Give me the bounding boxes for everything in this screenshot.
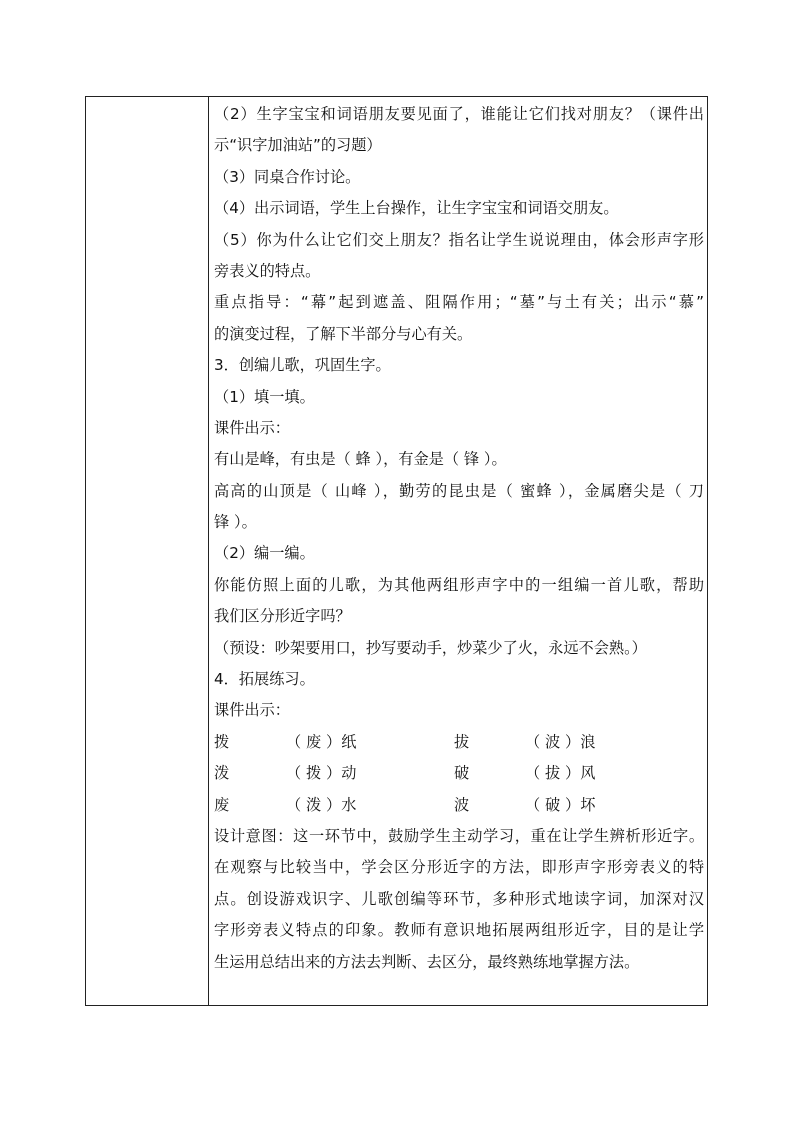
design-intent-line: 字形旁表义特点的印象。教师有意识地拓展两组形近字，目的是让学 <box>214 921 704 940</box>
text-line: 重点指导：“幕”起到遮盖、阻隔作用；“墓”与土有关；出示“慕” <box>214 293 704 312</box>
text-line: （预设：吵架要用口，抄写要动手，炒菜少了火，永远不会熟。） <box>214 638 647 657</box>
text-line: （5）你为什么让它们交上朋友？指名让学生说说理由，体会形声字形 <box>214 230 704 249</box>
exercise-row <box>214 758 704 789</box>
exercise-answer: （ 拨 ）动 <box>286 764 357 783</box>
text-line: 3．创编儿歌，巩固生字。 <box>214 356 391 375</box>
text-line: （1）填一填。 <box>214 387 315 406</box>
text-line: 的演变过程，了解下半部分与心有关。 <box>214 324 473 343</box>
exercise-answer: （ 泼 ）水 <box>286 795 357 814</box>
design-intent-line: 生运用总结出来的方法去判断、去区分，最终熟练地掌握方法。 <box>214 952 640 971</box>
exercise-char: 拨 <box>214 732 230 751</box>
design-intent-line: 在观察与比较当中，学会区分形近字的方法，即形声字形旁表义的特 <box>214 858 704 877</box>
table-left-cell <box>86 97 208 1005</box>
text-line: 课件出示： <box>214 418 290 437</box>
text-line: （2）生字宝宝和词语朋友要见面了，谁能让它们找对朋友？（课件出 <box>214 105 704 123</box>
text-line: 锋 ）。 <box>214 513 257 532</box>
exercise-row <box>214 727 704 758</box>
exercise-char: 废 <box>214 795 230 814</box>
text-line: （3）同桌合作讨论。 <box>214 167 361 186</box>
exercise-answer: （ 波 ）浪 <box>525 732 596 751</box>
exercise-answer: （ 破 ）坏 <box>525 795 596 814</box>
exercise-char: 拔 <box>454 732 470 751</box>
text-line: （4）出示词语，学生上台操作，让生字宝宝和词语交朋友。 <box>214 199 619 218</box>
exercise-answer: （ 废 ）纸 <box>286 732 357 751</box>
exercise-char: 破 <box>454 764 470 783</box>
text-line: （2）编一编。 <box>214 544 315 563</box>
exercise-char: 泼 <box>214 764 230 783</box>
text-line: 旁表义的特点。 <box>214 261 321 280</box>
text-line: 4．拓展练习。 <box>214 670 315 689</box>
text-line: 你能仿照上面的儿歌，为其他两组形声字中的一组编一首儿歌，帮助 <box>214 575 704 594</box>
text-line: 高高的山顶是（ 山峰 ），勤劳的昆虫是（ 蜜蜂 ），金属磨尖是（ 刀 <box>214 481 704 500</box>
text-line: 课件出示： <box>214 701 290 720</box>
text-line: 示“识字加油站”的习题） <box>214 136 382 155</box>
text-line: 有山是峰，有虫是（ 蜂 ），有金是（ 锋 ）。 <box>214 450 507 469</box>
table-right-cell <box>214 99 704 978</box>
design-intent-line: 设计意图：这一环节中，鼓励学生主动学习，重在让学生辨析形近字。 <box>214 826 704 845</box>
exercise-row <box>214 790 704 821</box>
exercise-char: 波 <box>454 795 470 814</box>
column-divider <box>208 97 209 1005</box>
text-line: 我们区分形近字吗？ <box>214 607 351 626</box>
design-intent-line: 点。创设游戏识字、儿歌创编等环节，多种形式地读字词，加深对汉 <box>214 889 704 908</box>
exercise-answer: （ 拔 ）风 <box>525 764 596 783</box>
